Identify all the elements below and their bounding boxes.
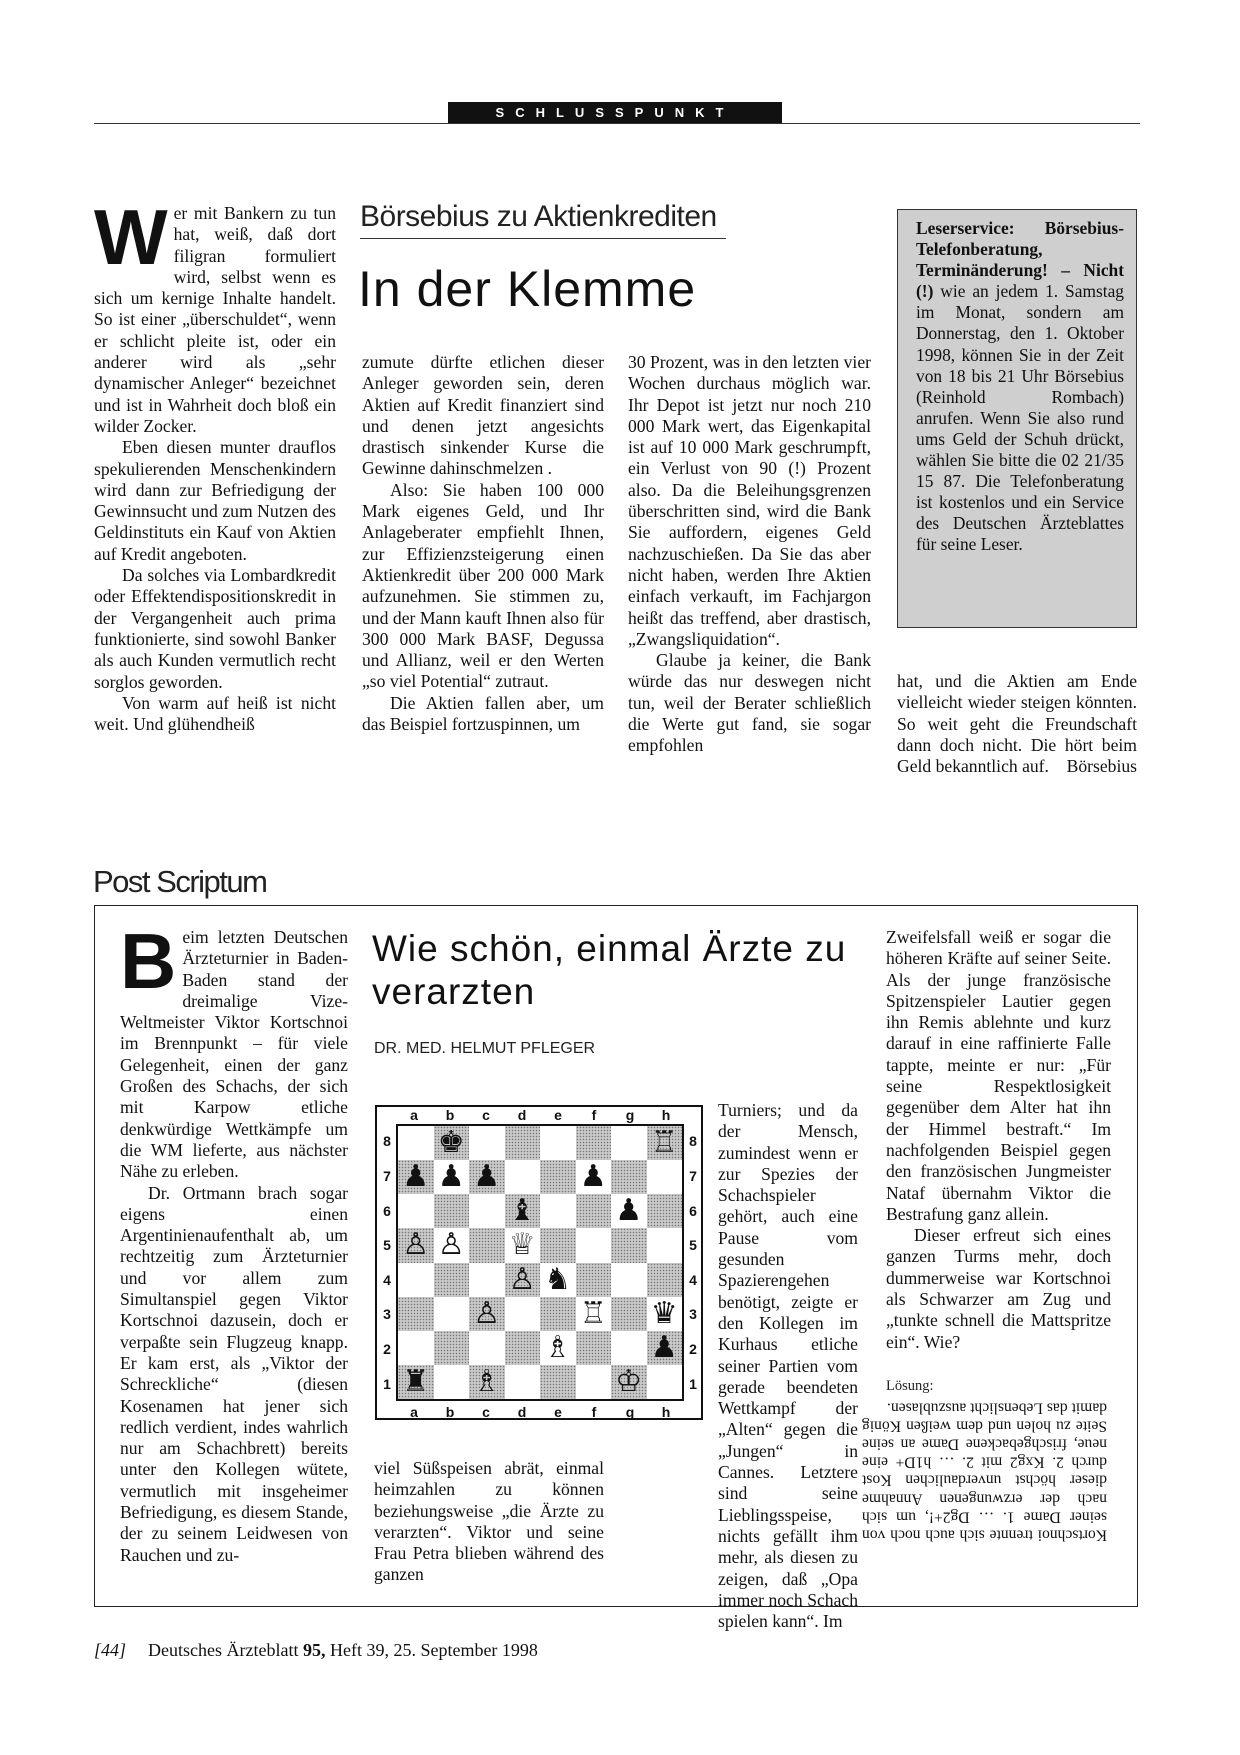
rank-label: 5	[383, 1237, 391, 1254]
header-rule	[94, 123, 1140, 124]
paragraph: Wer mit Bankern zu tun hat, weiß, daß dort filigran formuliert wird, selbst wenn es sich um kernige Inhalte handelt. So ist einer „überschuldet“, wenn er schlicht pleite ist, oder ein anderer wird als „sehr dynamischer Anleger“ bezeichnet und ist in Wahrheit doch bloß ein wilder Zocker.	[94, 193, 336, 436]
file-label: e	[554, 1107, 562, 1123]
article-column-3	[628, 352, 871, 757]
file-label: c	[482, 1107, 490, 1123]
square-h8	[647, 1126, 683, 1160]
square-e8	[540, 1126, 576, 1160]
page-footer	[94, 1640, 538, 1661]
rank-label: 3	[383, 1306, 391, 1323]
paragraph: Da solches via Lombardkredit oder Effektendispositionskredit in der Vergangenheit auch prima funktionierte, sind sowohl Banker als auch Kunden vermutlich recht sorglos geworden.	[94, 565, 336, 692]
square-b2	[434, 1331, 470, 1365]
chess-piece-icon: ♙	[508, 1261, 536, 1297]
file-label: f	[591, 1107, 597, 1123]
chess-piece-icon: ♟	[402, 1159, 430, 1195]
ps-column-4	[886, 927, 1111, 1353]
rank-label: 6	[383, 1202, 391, 1219]
square-h4	[647, 1263, 683, 1297]
chess-piece-icon: ♕	[508, 1227, 536, 1263]
paragraph: 30 Prozent, was in den letzten vier Wochen durchaus möglich war. Ihr Depot ist jetzt nur noch 210 000 Mark wert, das Eigenkapital ist auf 10 000 Mark geschrumpft, ein Verlust von 90 (!) Prozent also. Da die Beleihungsgrenzen überschritten sind, wird die Bank Sie auffordern, eigenes Geld nachzuschießen. Da Sie das aber nicht haben, werden Ihre Aktien einfach verkauft, im Fachjargon heißt das treffend, aber drastisch, „Zwangsliquidation“.	[628, 352, 871, 649]
square-b1	[434, 1365, 470, 1399]
rank-label: 7	[383, 1167, 391, 1184]
square-g8	[611, 1126, 647, 1160]
chess-piece-icon: ♙	[437, 1227, 465, 1263]
paragraph: Dieser erfreut sich eines ganzen Turms mehr, doch dummerweise war Kortschnoi als Schwarzer am Zug und „tunkte schnell die Mattspritze ein“. Wie?	[886, 1225, 1111, 1352]
file-label: e	[554, 1404, 562, 1420]
square-d6	[505, 1194, 541, 1228]
square-b6	[434, 1194, 470, 1228]
chess-piece-icon: ♟	[437, 1159, 465, 1195]
chess-piece-icon: ♙	[473, 1295, 501, 1331]
square-d8	[505, 1126, 541, 1160]
square-c8	[469, 1126, 505, 1160]
square-h7	[647, 1160, 683, 1194]
square-h1	[647, 1365, 683, 1399]
article-kicker: Börsebius zu Aktienkrediten	[360, 200, 726, 239]
chess-piece-icon: ♜	[402, 1363, 430, 1399]
file-label: a	[410, 1404, 418, 1420]
chess-piece-icon: ♟	[579, 1159, 607, 1195]
square-b4	[434, 1263, 470, 1297]
ps-column-2	[374, 1458, 604, 1586]
square-e4	[540, 1263, 576, 1297]
solution-label: Lösung:	[886, 1378, 934, 1394]
square-f6	[576, 1194, 612, 1228]
paragraph: Dr. Ortmann brach sogar eigens einen Argentinienaufenthalt ab, um rechtzeitig zum Ärzteturnier und vor allem zum Simultanspiel gegen Viktor Kortschnoi dazusein, doch er verpaßte sein Flugzeug knapp. Er kam erst, als „Viktor der Schreckliche“ (diesen Kosenamen hat jener sich redlich verdient, indes wahrlich nur am Schachbrett) bereits unter den Kollegen wütete, vermutlich mit insgeheimer Befriedigung, es diesem Stande, der zu seinem Leidwesen von Rauchen und zu-	[120, 1182, 348, 1565]
square-a2	[398, 1331, 434, 1365]
section-kicker: SCHLUSSPUNKT	[448, 102, 782, 123]
square-e6	[540, 1194, 576, 1228]
square-b3	[434, 1297, 470, 1331]
chess-piece-icon: ♟	[615, 1193, 643, 1229]
square-f1	[576, 1365, 612, 1399]
square-f3	[576, 1297, 612, 1331]
square-a8	[398, 1126, 434, 1160]
file-label: h	[661, 1107, 671, 1123]
file-label: f	[591, 1404, 597, 1420]
square-a5	[398, 1228, 434, 1262]
paragraph: Beim letzten Deutschen Ärzteturnier in Baden-Baden stand der dreimalige Vize-Weltmeister Viktor Kortschnoi im Brennpunkt – für viele Gelegenheit, einen der ganz Großen des Schachs, der sich mit Karpow etliche denkwürdige Wettkämpfe um die WM lieferte, aus nächster Nähe zu erleben.	[120, 917, 348, 1182]
footer-journal: Deutsches Ärzteblatt	[148, 1640, 303, 1660]
file-label: c	[482, 1404, 490, 1420]
chess-piece-icon: ♞	[544, 1261, 572, 1297]
square-e2	[540, 1331, 576, 1365]
chess-piece-icon: ♙	[402, 1227, 430, 1263]
square-a4	[398, 1263, 434, 1297]
square-a1	[398, 1365, 434, 1399]
rank-label: 4	[689, 1271, 697, 1288]
square-c4	[469, 1263, 505, 1297]
rank-label: 2	[383, 1341, 391, 1358]
file-label: b	[445, 1404, 455, 1420]
square-f4	[576, 1263, 612, 1297]
square-a3	[398, 1297, 434, 1331]
chess-piece-icon: ♖	[579, 1295, 607, 1331]
paragraph: Turniers; und da der Mensch, zumindest wenn er zur Spezies der Schachspieler gehört, auch eine Pause vom gesunden Spazierengehen benötigt, zeigte er den Kollegen im Kurhaus etliche seiner Partien vom gerade beendeten Wettkampf der „Alten“ gegen die „Jungen“ in Cannes. Letztere sind seine Lieblingsspeise, nichts gefällt ihm mehr, als diesen zu zeigen, daß „Opa immer noch Schach spielen kann“. Im	[718, 1100, 858, 1632]
reader-service-text: Leserservice: Börsebius-Telefonberatung, Terminänderung! – Nicht (!) wie an jedem 1. Samstag im Monat, sondern am Donnerstag, den 1. Oktober 1998, können Sie in der Zeit von 18 bis 21 Uhr Börsebius (Reinhold Rombach) anrufen. Wenn Sie also rund ums Geld der Schuh drückt, wählen Sie bitte die 02 21/35 15 87. Die Telefonberatung ist kostenlos und ein Service des Deutschen Ärzteblattes für seine Leser.	[916, 218, 1124, 555]
chess-piece-icon: ♟	[473, 1159, 501, 1195]
drop-cap: W	[94, 193, 168, 281]
rank-label: 3	[689, 1306, 697, 1323]
square-e7	[540, 1160, 576, 1194]
square-f7	[576, 1160, 612, 1194]
file-label: a	[410, 1107, 418, 1123]
file-label: d	[517, 1404, 527, 1420]
chess-piece-icon: ♚	[437, 1125, 465, 1161]
paragraph: Glaube ja keiner, die Bank würde das nur deswegen nicht tun, weil der Berater schließlich die Werte gut fand, sie sogar empfohlen	[628, 650, 871, 756]
ps-column-1	[120, 917, 348, 1566]
square-a6	[398, 1194, 434, 1228]
chess-piece-icon: ♟	[650, 1329, 678, 1365]
square-c5	[469, 1228, 505, 1262]
chess-piece-icon: ♝	[508, 1193, 536, 1229]
rank-label: 6	[689, 1202, 697, 1219]
ps-headline: Wie schön, einmal Ärzte zu verarzten	[372, 928, 847, 1012]
chess-piece-icon: ♗	[473, 1363, 501, 1399]
square-g5	[611, 1228, 647, 1262]
postscriptum-label: Post Scriptum	[93, 864, 267, 899]
ps-column-3	[718, 1100, 858, 1632]
footer-issue: Heft 39, 25. September 1998	[325, 1640, 538, 1660]
square-f5	[576, 1228, 612, 1262]
square-h3	[647, 1297, 683, 1331]
paragraph: hat, und die Aktien am Ende vielleicht wieder steigen könnten. So weit geht die Freundschaft dann doch nicht. Die hört beim Geld bekanntlich auf. Börsebius	[897, 671, 1137, 777]
square-d4	[505, 1263, 541, 1297]
square-h2	[647, 1331, 683, 1365]
file-labels-bottom	[396, 1404, 684, 1420]
file-label: h	[661, 1404, 671, 1420]
paragraph: Also: Sie haben 100 000 Mark eigenes Geld, und Ihr Anlageberater empfiehlt Ihnen, zur Effizienzsteigerung einen Aktienkredit über 200 000 Mark aufzunehmen. Sie stimmen zu, und der Mann kauft Ihnen also für 300 000 Mark BASF, Degussa und Allianz, weil er den Werten „so viel Potential“ zutraut.	[362, 479, 604, 692]
paragraph: zumute dürfte etlichen dieser Anleger geworden sein, deren Aktien auf Kredit finanziert sind und denen jetzt angesichts drastisch sinkender Kurse die Gewinne dahinschmelzen .	[362, 352, 604, 479]
chess-piece-icon: ♔	[615, 1363, 643, 1399]
ps-author: DR. MED. HELMUT PFLEGER	[374, 1040, 596, 1057]
square-e3	[540, 1297, 576, 1331]
rank-label: 8	[689, 1133, 697, 1150]
rank-label: 5	[689, 1237, 697, 1254]
rank-labels-right	[686, 1124, 700, 1401]
square-d5	[505, 1228, 541, 1262]
square-g2	[611, 1331, 647, 1365]
square-f2	[576, 1331, 612, 1365]
chessboard	[396, 1124, 684, 1401]
square-c6	[469, 1194, 505, 1228]
paragraph: Eben diesen munter drauflos spekulierenden Menschenkindern wird dann zur Befriedigung der Gewinnsucht und zum Nutzen des Geldinstituts ein Kauf von Aktien auf Kredit angeboten.	[94, 437, 336, 564]
page-number: [44]	[94, 1640, 127, 1660]
square-h6	[647, 1194, 683, 1228]
footer-volume: 95,	[302, 1640, 326, 1660]
square-c2	[469, 1331, 505, 1365]
square-c3	[469, 1297, 505, 1331]
square-b7	[434, 1160, 470, 1194]
rank-labels-left	[380, 1124, 394, 1401]
file-labels-top	[396, 1107, 684, 1123]
rank-label: 4	[383, 1271, 391, 1288]
square-d7	[505, 1160, 541, 1194]
square-c7	[469, 1160, 505, 1194]
square-g4	[611, 1263, 647, 1297]
paragraph: Von warm auf heiß ist nicht weit. Und glühendheiß	[94, 692, 336, 735]
rank-label: 8	[383, 1133, 391, 1150]
square-g7	[611, 1160, 647, 1194]
square-g3	[611, 1297, 647, 1331]
paragraph: Die Aktien fallen aber, um das Beispiel fortzuspinnen, um	[362, 692, 604, 735]
square-f8	[576, 1126, 612, 1160]
article-column-1	[94, 193, 336, 735]
chess-piece-icon: ♖	[650, 1125, 678, 1161]
square-g6	[611, 1194, 647, 1228]
rank-label: 2	[689, 1341, 697, 1358]
square-e5	[540, 1228, 576, 1262]
rank-label: 1	[689, 1375, 697, 1392]
square-h5	[647, 1228, 683, 1262]
square-b5	[434, 1228, 470, 1262]
square-d1	[505, 1365, 541, 1399]
square-a7	[398, 1160, 434, 1194]
paragraph: Zweifelsfall weiß er sogar die höheren Kräfte auf seiner Seite. Als der junge französische Spitzenspieler Lautier gegen ihn Remis ablehnte und kurz darauf in eine raffinierte Falle tappte, meinte er nur: „Für seine Respektlosigkeit gegenüber dem Alter hat ihn der Himmel bestraft.“ Im nachfolgenden Beispiel gegen den französischen Jungmeister Nataf übernahm Viktor die Bestrafung ganz allein.	[886, 927, 1111, 1224]
drop-cap: B	[120, 917, 177, 1005]
paragraph: viel Süßspeisen abrät, einmal heimzahlen zu können beziehungsweise „die Ärzte zu verarzten“. Viktor und seine Frau Petra blieben während des ganzen	[374, 1458, 604, 1585]
article-column-4	[897, 671, 1137, 777]
author-signature: Börsebius	[1066, 756, 1137, 777]
file-label: g	[625, 1404, 635, 1420]
square-e1	[540, 1365, 576, 1399]
chess-piece-icon: ♗	[544, 1329, 572, 1365]
square-g1	[611, 1365, 647, 1399]
article-column-2	[362, 352, 604, 735]
reader-service-box	[897, 209, 1137, 628]
file-label: g	[625, 1107, 635, 1123]
solution-text: Kortschnoi trennte sich auch noch von seiner Dame 1. … Dg2+!, um sich nach der erzwungenen Annahme dieser höchst unverdaulichen Kost durch 2. Kxg2 mit 2. … h1D+ eine neue, frischgebackene Dame an seine Seite zu holen und dem weißen König damit das Lebenslicht auszublasen.	[862, 1399, 1107, 1544]
square-d2	[505, 1331, 541, 1365]
file-label: b	[445, 1107, 455, 1123]
rank-label: 1	[383, 1375, 391, 1392]
square-d3	[505, 1297, 541, 1331]
rank-label: 7	[689, 1167, 697, 1184]
square-c1	[469, 1365, 505, 1399]
solution-upside-down	[862, 1398, 1107, 1544]
square-b8	[434, 1126, 470, 1160]
file-label: d	[517, 1107, 527, 1123]
chess-piece-icon: ♛	[650, 1295, 678, 1331]
article-headline: In der Klemme	[358, 261, 697, 317]
